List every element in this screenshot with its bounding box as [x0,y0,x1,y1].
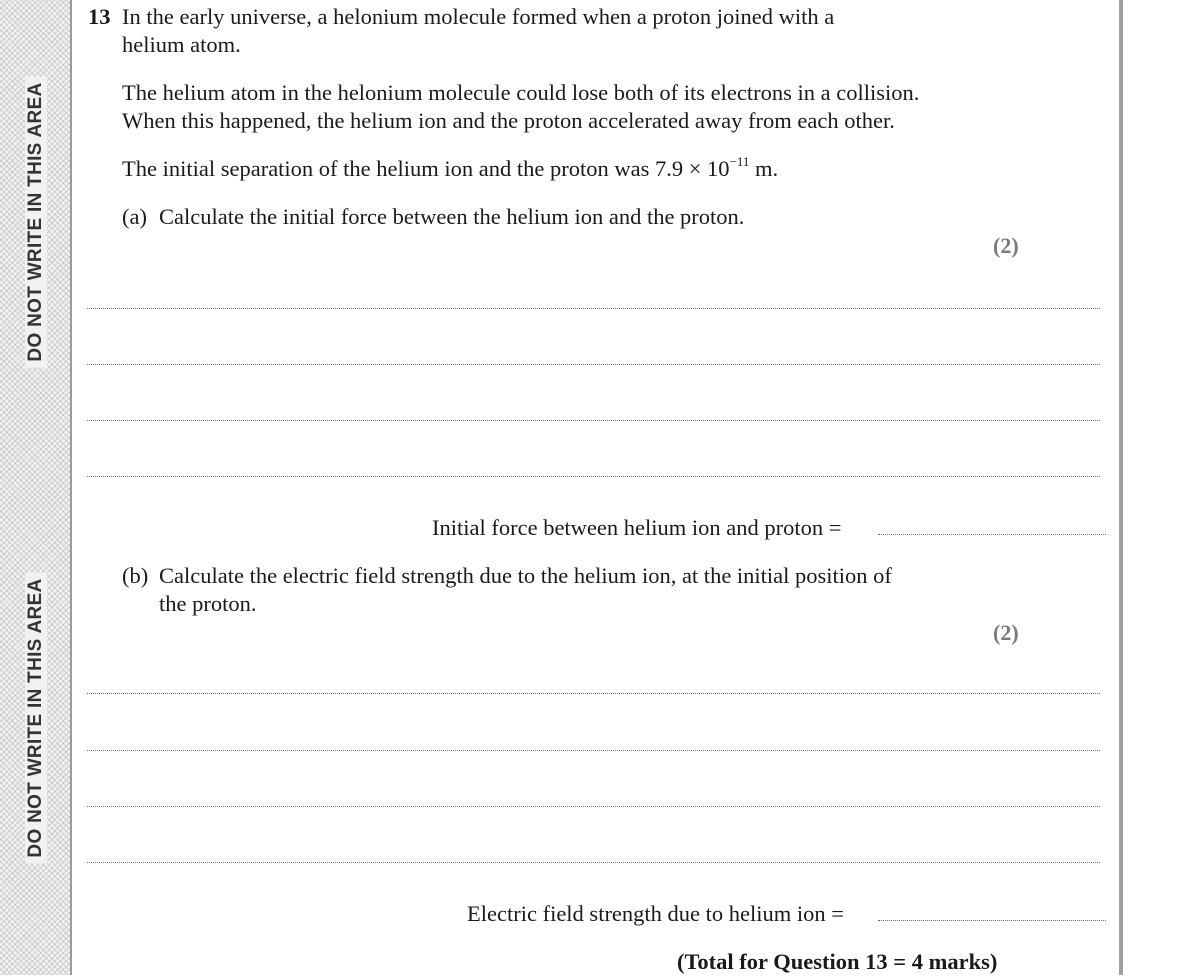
separation-exponent: −11 [729,154,750,169]
answer-line-a3[interactable] [87,420,1100,421]
answer-line-a2[interactable] [87,364,1100,365]
part-a-answer-field[interactable] [878,534,1106,535]
answer-line-a1[interactable] [87,308,1100,309]
part-b-label: (b) [122,563,149,588]
part-b-marks: (2) [993,620,1019,645]
answer-line-b2[interactable] [87,750,1100,751]
question-number: 13 [88,4,111,29]
answer-line-a4[interactable] [87,476,1100,477]
part-b-text-line2: the proton. [159,591,257,616]
question-para2-line1: The helium atom in the helonium molecule could lose both of its electrons in a collision. [122,80,920,105]
separation-unit: m. [755,156,779,181]
part-b-text-line1: Calculate the electric field strength due to the helium ion, at the initial position of [159,563,892,588]
part-a-marks: (2) [993,233,1019,258]
question-intro-line1: In the early universe, a helonium molecule formed when a proton joined with a [122,4,835,29]
part-a-label: (a) [122,204,147,229]
answer-line-b3[interactable] [87,806,1100,807]
margin-warning-bottom: DO NOT WRITE IN THIS AREA [25,572,47,863]
margin-warning-top: DO NOT WRITE IN THIS AREA [25,76,47,367]
part-a-answer-label: Initial force between helium ion and proton = [432,515,842,540]
separation-text: The initial separation of the helium ion and the proton was 7.9 × 10 [122,156,730,181]
question-total-marks: (Total for Question 13 = 4 marks) [677,949,998,974]
question-intro-line2: helium atom. [122,32,241,57]
part-a-text: Calculate the initial force between the helium ion and the proton. [159,204,745,229]
answer-line-b1[interactable] [87,693,1100,694]
question-para2-line2: When this happened, the helium ion and the proton accelerated away from each other. [122,108,895,133]
separation-statement [122,155,778,186]
part-b-answer-field[interactable] [878,920,1106,921]
part-b-answer-label: Electric field strength due to helium ion = [467,901,844,926]
answer-line-b4[interactable] [87,862,1100,863]
page-right-border [1119,0,1123,975]
